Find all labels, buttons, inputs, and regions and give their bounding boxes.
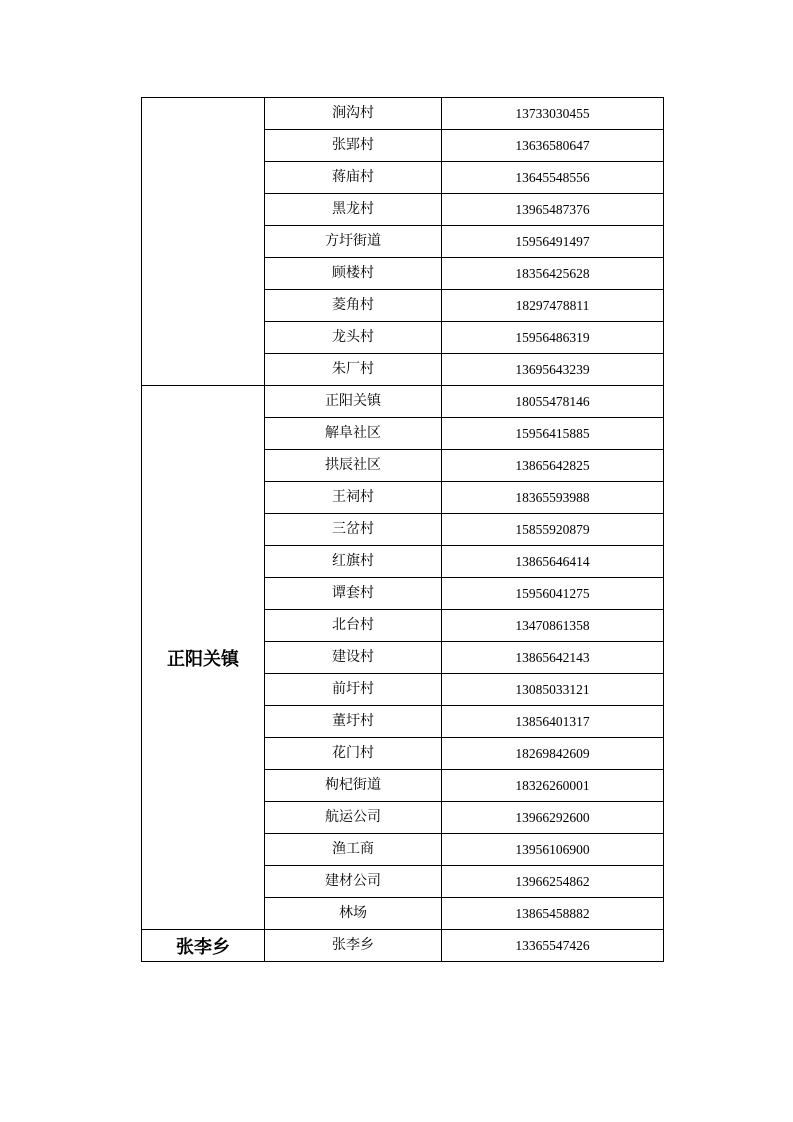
village-name-cell	[265, 546, 442, 578]
phone-number-cell	[442, 322, 664, 354]
village-name: 解阜社区	[325, 425, 381, 441]
village-name-cell	[265, 610, 442, 642]
phone-number: 18055478146	[515, 394, 590, 409]
phone-number-cell	[442, 642, 664, 674]
phone-number: 13470861358	[515, 618, 590, 633]
phone-number-cell	[442, 706, 664, 738]
village-name: 枸杞街道	[325, 777, 381, 793]
village-name-cell	[265, 674, 442, 706]
phone-number: 13695643239	[515, 362, 590, 377]
village-name-cell	[265, 738, 442, 770]
phone-number-cell	[442, 290, 664, 322]
phone-number: 13856401317	[515, 714, 590, 729]
village-name-cell	[265, 770, 442, 802]
village-name-cell	[265, 226, 442, 258]
village-name: 正阳关镇	[325, 393, 381, 409]
town-name-cell: 正阳关镇	[142, 386, 265, 930]
phone-number: 13733030455	[515, 106, 590, 121]
village-name-cell	[265, 98, 442, 130]
phone-number-cell	[442, 130, 664, 162]
phone-number: 13865642825	[515, 458, 590, 473]
village-name: 方圩街道	[325, 233, 381, 249]
phone-number-cell	[442, 194, 664, 226]
phone-number-cell	[442, 354, 664, 386]
phone-number-cell	[442, 738, 664, 770]
village-name-cell	[265, 866, 442, 898]
phone-number-cell	[442, 450, 664, 482]
phone-number: 13865646414	[515, 554, 590, 569]
village-name-cell	[265, 642, 442, 674]
phone-number-cell	[442, 770, 664, 802]
village-name-cell	[265, 290, 442, 322]
phone-number: 15855920879	[515, 522, 590, 537]
village-name: 蒋庙村	[332, 169, 374, 185]
phone-number-cell	[442, 546, 664, 578]
village-name: 王祠村	[332, 489, 374, 505]
phone-number: 13645548556	[515, 170, 590, 185]
phone-number-cell	[442, 802, 664, 834]
village-name: 菱角村	[332, 297, 374, 313]
contacts-table-body	[142, 98, 664, 962]
village-name-cell	[265, 514, 442, 546]
phone-number: 13966254862	[515, 874, 590, 889]
phone-number-cell	[442, 674, 664, 706]
phone-number-cell	[442, 930, 664, 962]
phone-number: 13085033121	[515, 682, 590, 697]
village-name: 拱辰社区	[325, 457, 381, 473]
phone-number: 18297478811	[515, 298, 590, 313]
village-name-cell	[265, 322, 442, 354]
phone-number-cell	[442, 514, 664, 546]
phone-number: 15956486319	[515, 330, 590, 345]
village-name: 航运公司	[325, 809, 381, 825]
phone-number: 15956415885	[515, 426, 590, 441]
village-name: 前圩村	[332, 681, 374, 697]
town-name-cell	[142, 98, 265, 386]
village-name: 涧沟村	[332, 105, 374, 121]
phone-number-cell	[442, 162, 664, 194]
town-name-cell: 张李乡	[142, 930, 265, 962]
phone-number: 15956491497	[515, 234, 590, 249]
contacts-table	[141, 97, 664, 962]
phone-number: 18269842609	[515, 746, 590, 761]
village-name-cell	[265, 258, 442, 290]
phone-number-cell	[442, 610, 664, 642]
village-name: 北台村	[332, 617, 374, 633]
village-name: 张郢村	[332, 137, 374, 153]
village-name: 建设村	[332, 649, 374, 665]
village-name-cell	[265, 578, 442, 610]
village-name: 黑龙村	[332, 201, 374, 217]
phone-number: 15956041275	[515, 586, 590, 601]
phone-number-cell	[442, 98, 664, 130]
village-name-cell	[265, 418, 442, 450]
village-name-cell	[265, 354, 442, 386]
phone-number: 13956106900	[515, 842, 590, 857]
phone-number-cell	[442, 258, 664, 290]
village-name: 花门村	[332, 745, 374, 761]
village-name-cell	[265, 930, 442, 962]
phone-number-cell	[442, 834, 664, 866]
village-name-cell	[265, 898, 442, 930]
village-name: 董圩村	[332, 713, 374, 729]
phone-number: 13365547426	[515, 938, 590, 953]
village-name: 张李乡	[332, 937, 374, 953]
village-name: 渔工商	[332, 841, 374, 857]
phone-number-cell	[442, 578, 664, 610]
village-name: 林场	[339, 905, 367, 921]
table-row	[142, 98, 664, 130]
village-name: 龙头村	[332, 329, 374, 345]
phone-number: 18356425628	[515, 266, 590, 281]
village-name-cell	[265, 706, 442, 738]
phone-number: 13966292600	[515, 810, 590, 825]
village-name-cell	[265, 834, 442, 866]
phone-number-cell	[442, 866, 664, 898]
phone-number: 18326260001	[515, 778, 590, 793]
table-row	[142, 386, 664, 418]
village-name-cell	[265, 130, 442, 162]
phone-number-cell	[442, 386, 664, 418]
phone-number: 13865458882	[515, 906, 590, 921]
village-name-cell	[265, 386, 442, 418]
table-row	[142, 930, 664, 962]
village-name: 谭套村	[332, 585, 374, 601]
village-name: 顾楼村	[332, 265, 374, 281]
village-name-cell	[265, 482, 442, 514]
phone-number: 13965487376	[515, 202, 590, 217]
phone-number-cell	[442, 226, 664, 258]
phone-number-cell	[442, 482, 664, 514]
phone-number-cell	[442, 898, 664, 930]
phone-number: 13636580647	[515, 138, 590, 153]
village-name-cell	[265, 162, 442, 194]
village-name: 建材公司	[325, 873, 381, 889]
village-name-cell	[265, 802, 442, 834]
phone-number: 13865642143	[515, 650, 590, 665]
village-name: 三岔村	[332, 521, 374, 537]
village-name: 朱厂村	[332, 361, 374, 377]
phone-number: 18365593988	[515, 490, 590, 505]
village-name-cell	[265, 450, 442, 482]
phone-number-cell	[442, 418, 664, 450]
village-name-cell	[265, 194, 442, 226]
village-name: 红旗村	[332, 553, 374, 569]
